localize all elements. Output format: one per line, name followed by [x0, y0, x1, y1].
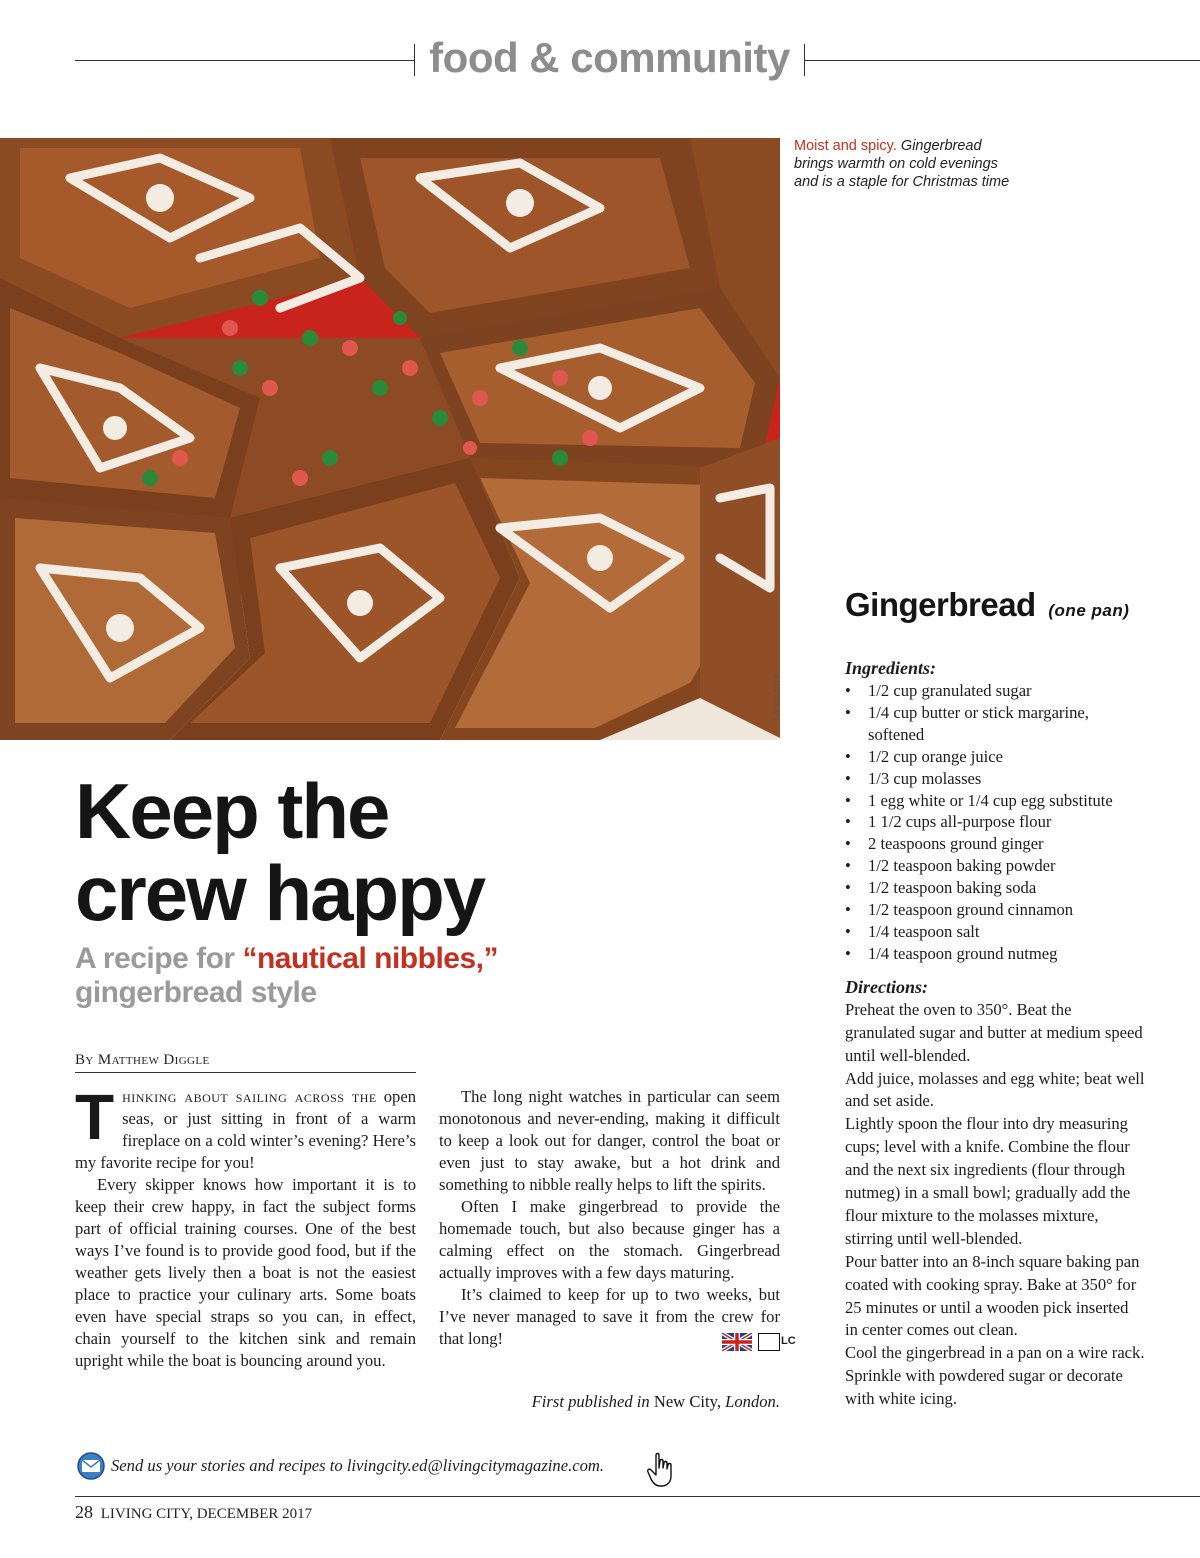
folio	[75, 1502, 312, 1523]
article-column-2	[439, 1086, 796, 1352]
living-city-logo: LC	[758, 1333, 780, 1351]
recipe-body	[845, 656, 1145, 1411]
ingredient-item: • 1/2 teaspoon ground cinnamon	[845, 899, 1145, 921]
ingredient-item: • 1/2 teaspoon baking powder	[845, 855, 1145, 877]
caption-text: Gingerbread brings warmth on cold evenings and is a staple for Christmas time	[794, 138, 1010, 190]
direction-step: Preheat the oven to 350°. Beat the granulated sugar and butter at medium speed until well-blended.	[845, 999, 1143, 1065]
ingredients-heading: Ingredients:	[845, 658, 937, 678]
recipe-subtitle: (one pan)	[1048, 601, 1130, 620]
submission-line	[75, 1452, 695, 1482]
ingredient-item: • 1/2 cup orange juice	[845, 746, 1145, 768]
section-title: food & community	[429, 34, 790, 81]
headline-line-1: Keep the	[75, 767, 389, 855]
published-publication: New City,	[649, 1392, 726, 1411]
footer-rule	[75, 1496, 1200, 1497]
gingerbread-photo	[0, 138, 780, 740]
byline: By Matthew Diggle	[75, 1052, 416, 1073]
photo-credit: LIVING CITY	[774, 673, 781, 720]
drop-cap: T	[75, 1081, 115, 1153]
article-paragraph-2: Every skipper knows how important it is to keep their crew happy, in fact the subject forms part of official training courses. One of the best ways I’ve found is to provide good food, but if the weather gets lively then a boat is not the easiest place to practice your culinary arts. Some boats even have special straps so you can, in effect, chain yourself to the kitchen sink and remain upright while the boat is bouncing around you.	[75, 1175, 416, 1370]
publication-credit	[439, 1392, 780, 1412]
section-rule-right	[805, 60, 1200, 61]
mail-icon[interactable]	[75, 1452, 107, 1480]
lead-in-smallcaps: hinking about sailing across the	[122, 1087, 377, 1106]
photo-caption	[794, 137, 1024, 191]
article-column-1	[75, 1081, 417, 1372]
ingredient-item: • 2 teaspoons ground ginger	[845, 833, 1145, 855]
gingerbread-illustration	[0, 138, 780, 740]
direction-step: Pour batter into an 8-inch square baking pan coated with cooking spray. Bake at 350° for 25 minutes or until a wooden pick inserted in center comes out clean.	[845, 1251, 1140, 1340]
ingredient-item: • 1 1/2 cups all-purpose flour	[845, 811, 1145, 833]
article-paragraph-3: The long night watches in particular can seem monotonous and never-ending, making it difficult to keep a look out for danger, control the boat or even just to stay awake, but a hot drink and something to nibble really helps to lift the spirits.	[439, 1087, 780, 1194]
recipe-title	[845, 586, 1185, 624]
submission-email-link[interactable]: Send us your stories and recipes to livingcity.ed@livingcitymagazine.com.	[111, 1456, 605, 1475]
headline	[75, 767, 595, 937]
article-paragraph-4: Often I make gingerbread to provide the homemade touch, but also because ginger has a calming effect on the stomach. Gingerbread actually improves with a few days maturing.	[439, 1197, 780, 1282]
directions-heading: Directions:	[845, 976, 928, 997]
hand-cursor-icon	[647, 1452, 675, 1488]
section-rule-left	[75, 60, 415, 61]
article-paragraph-1	[75, 1081, 417, 1174]
direction-step: Add juice, molasses and egg white; beat well and set aside.	[845, 1068, 1145, 1111]
deck-part-1: A recipe for	[75, 942, 243, 975]
ingredient-item: • 1/4 teaspoon salt	[845, 921, 1145, 943]
paragraph-5-text: It’s claimed to keep for up to two weeks, but I’ve never managed to save it from the crew for that long!	[439, 1285, 780, 1348]
ingredients-list	[845, 680, 1145, 965]
published-prefix: First published in	[531, 1392, 650, 1411]
ingredient-item: • 1/4 cup butter or stick margarine, softened	[845, 702, 1145, 746]
direction-step: Cool the gingerbread in a pan on a wire rack. Sprinkle with powdered sugar or decorate with white icing.	[845, 1343, 1145, 1409]
headline-line-2: crew happy	[75, 849, 485, 937]
direction-step: Lightly spoon the flour into dry measuring cups; level with a knife. Combine the flour and the next six ingredients (flour through nutmeg) in a small bowl; gradually add the flour mixture to the molasses mixture, stirring until well-blended.	[845, 1114, 1131, 1248]
ingredient-item: • 1/3 cup molasses	[845, 768, 1145, 790]
published-city: London.	[725, 1392, 780, 1411]
end-icons	[700, 1330, 796, 1352]
ingredient-item: • 1 egg white or 1/4 cup egg substitute	[845, 790, 1145, 812]
uk-flag-icon	[722, 1333, 752, 1351]
ingredient-item: • 1/4 teaspoon ground nutmeg	[845, 943, 1145, 965]
ingredient-item: • 1/2 teaspoon baking soda	[845, 877, 1145, 899]
deck-accent: “nautical nibbles,”	[242, 942, 498, 975]
deck	[75, 942, 595, 1010]
paragraph-1-rest: open seas, or just sitting in front of a warm fireplace on a cold winter’s evening? Here’s my favorite recipe for you!	[75, 1087, 417, 1172]
ingredient-item: • 1/2 cup granulated sugar	[845, 680, 1145, 702]
publication-date: LIVING CITY, DECEMBER 2017	[100, 1506, 313, 1522]
deck-part-2: gingerbread style	[75, 976, 317, 1009]
article-paragraph-5	[439, 1284, 796, 1350]
page-number: 28	[75, 1502, 93, 1522]
recipe-name: Gingerbread	[845, 586, 1036, 623]
caption-lead: Moist and spicy.	[794, 138, 897, 154]
